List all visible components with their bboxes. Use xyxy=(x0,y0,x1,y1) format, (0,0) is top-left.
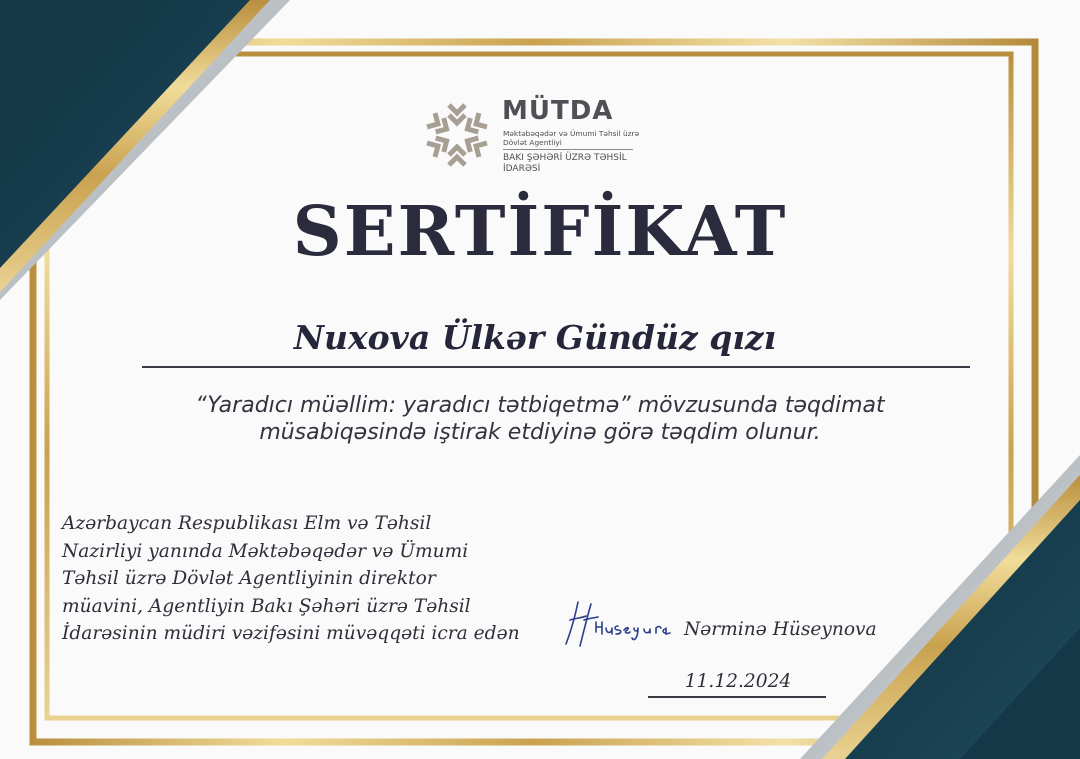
office-name: BAKI ŞƏHƏRİ ÜZRƏ TƏHSİL İDARƏSİ xyxy=(503,153,627,174)
position-line: Nazirliyi yanında Məktəbəqədər və Ümumi xyxy=(62,540,469,562)
agency-logo xyxy=(418,96,658,180)
handwritten-signature xyxy=(558,598,674,650)
certificate-date: 11.12.2024 xyxy=(684,671,792,692)
position-line: Azərbaycan Respublikası Elm və Təhsil xyxy=(62,513,432,534)
position-line: Təhsil üzrə Dövlət Agentliyinin direktor xyxy=(62,568,436,589)
logo-divider xyxy=(503,149,633,150)
agency-name: Məktəbəqədər və Ümumi Təhsil üzrə Dövlət Agentliyi xyxy=(503,129,640,147)
signatory-name: Nərminə Hüseynova xyxy=(684,619,877,640)
brand-name: MÜTDA xyxy=(502,96,614,126)
certificate-title: SERTİFİKAT xyxy=(292,192,788,272)
position-line: İdarəsinin müdiri vəzifəsini müvəqqəti icra edən xyxy=(62,623,520,644)
date-underline xyxy=(648,696,826,698)
certificate-description: “Yaradıcı müəllim: yaradıcı tətbiqetmə” mövzusunda təqdimat müsabiqəsində iştirak etdiyinə görə təqdim olunur. xyxy=(195,393,885,445)
recipient-name: Nuxova Ülkər Gündüz qızı xyxy=(293,318,777,357)
signatory-position xyxy=(62,510,552,648)
position-line: müavini, Agentliyin Bakı Şəhəri üzrə Təhsil xyxy=(62,595,471,617)
snowflake-emblem-icon xyxy=(418,96,496,174)
recipient-underline xyxy=(142,366,970,368)
